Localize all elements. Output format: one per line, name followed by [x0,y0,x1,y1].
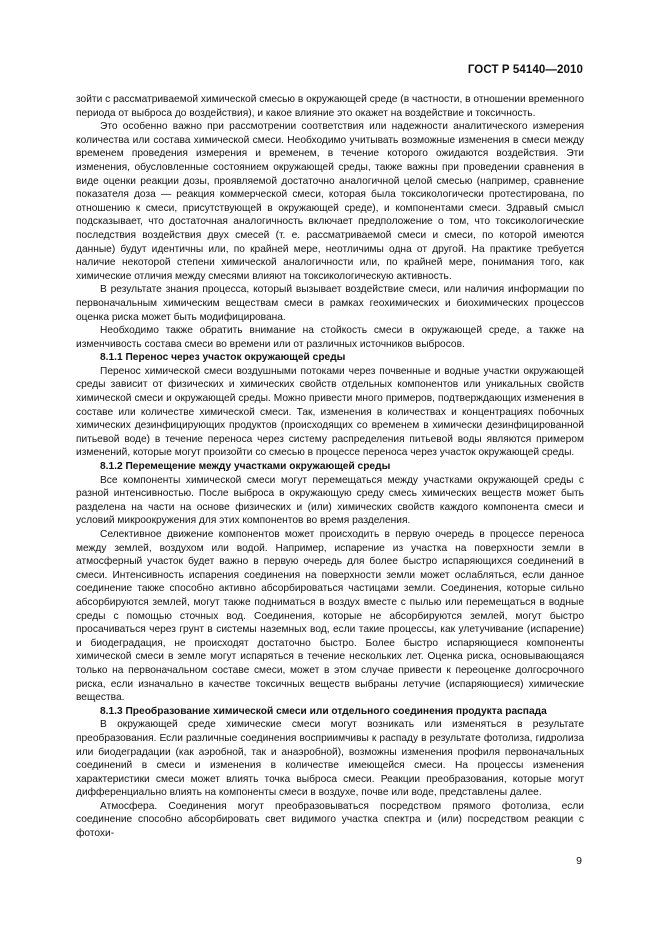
paragraph-continuation: зойти с рассматриваемой химической смесью в окружающей среде (в частности, в отношении временного периода от выброса до воздействия), и какое влияние это окажет на воздействие и токсичность. [76,94,584,119]
document-body [76,93,584,841]
paragraph-measurement: Это особенно важно при рассмотрении соответствия или надежности аналитического измерения количества или состава химической смеси. Необходимо учитывать возможные изменения в смеси между временем проведения измерения и временем, в течение которого ожидаются воздействия. Эти изменения, обусловленные состоянием окружающей среды, также важны при проведении сравнения в виде оценки реакции дозы, проявляемой достаточно аналогичной целой смесью (например, сравнение показателя доза — реакция коммерческой смеси, которая была токсикологически протестирована, по отношению к смеси, присутствующей в окружающей среде), и компонентами смеси. Здравый смысл подсказывает, что достаточная аналогичность включает предположение о том, что токсикологические последствия воздействия двух смесей (т. е. рассматриваемой смеси и смеси, по которой имеются данные) будут идентичны или, по крайней мере, неотличимы одна от другой. На практике требуется наличие некоторой степени химической аналогичности или, по крайней мере, понимания того, как химические отличия между смесями влияют на токсикологическую активность. [76,121,584,282]
heading-8-1-1: 8.1.1 Перенос через участок окружающей среды [100,352,346,364]
page-number: 9 [576,855,582,867]
paragraph-selective-movement: Селективное движение компонентов может происходить в первую очередь в процессе переноса между землей, воздухом или водой. Например, испарение из участка на поверхности земли в атмосферный участок будет важно в первую очередь для более быстро испаряющихся соединений в смеси. Интенсивность испарения соединения на поверхности земли может ослабляться, если данное соединение также способно активно абсорбироваться частицами земли. Соединения, которые сильно абсорбируются землей, могут также подниматься в воздух вместе с пылью или перемещаться в водные среды с помощью сточных вод. Соединения, которые не абсорбируются землей, могут быстро просачиваться через грунт в системы наземных вод, если такие процессы, как улетучивание (испарение) и биодеградация, не происходят достаточно быстро. Более быстро испаряющиеся компоненты химической смеси в земле могут испаряться в течение нескольких лет. Оценка риска, основывающаяся только на первоначальном составе смеси, может в этом случае привести к переоценке долгосрочного риска, если изначально в качестве токсичных веществ выбраны летучие (испаряющиеся) химические вещества. [76,529,584,704]
paragraph-transport: Перенос химической смеси воздушными потоками через почвенные и водные участки окружающей среды зависит от физических и химических свойств отдельных компонентов или уникальных свойств химической смеси и окружающей среды. Можно привести много примеров, подтверждающих изменения в составе или количестве химической смеси. Так, изменения в количествах и концентрациях побочных химических дезинфицирующих продуктов (происходящих со временем в химически дезинфицированной питьевой воде) в течение переноса через систему распределения питьевой воды являются примером изменений, которые могут произойти со смесью в процессе переноса через участок окружающей среды. [76,365,584,459]
paragraph-movement: Все компоненты химической смеси могут перемещаться между участками окружающей среды с разной интенсивностью. После выброса в окружающую среду смесь химических веществ может быть разделена на части на основе физических и (или) химических свойств каждого компонента смеси и условий микроокружения для этих компонентов во время разделения. [76,474,584,527]
heading-8-1-3: 8.1.3 Преобразование химической смеси или отдельного соединения продукта распада [100,705,547,717]
paragraph-transformation: В окружающей среде химические смеси могут возникать или изменяться в результате преобразования. Если различные соединения восприимчивы к распаду в результате фотолиза, гидролиза или биодеградации (как аэробной, так и анаэробной), возможны изменения профиля первоначальных соединений в смеси и изменения в количестве имеющейся смеси. На процессы изменения характеристики смеси может влиять точка выброса смеси. Реакции преобразования, которые могут дифференциально влиять на компоненты смеси в воздухе, почве или воде, представлены далее. [76,719,584,799]
paragraph-persistence: Необходимо также обратить внимание на стойкость смеси в окружающей среде, а также на изменчивость состава смеси во времени или от различных источников выбросов. [76,325,584,350]
document-code: ГОСТ Р 54140—2010 [467,64,583,76]
heading-8-1-2: 8.1.2 Перемещение между участками окружающей среды [100,461,391,473]
paragraph-risk-modification: В результате знания процесса, который вызывает воздействие смеси, или наличия информации по первоначальным химическим веществам смеси в рамках геохимических и биохимических процессов оценка риска может быть модифицирована. [76,284,584,323]
paragraph-atmosphere: Атмосфера. Соединения могут преобразовываться посредством прямого фотолиза, если соединение способно абсорбировать свет видимого участка спектра и (или) посредством реакции с фотохи- [76,800,584,840]
